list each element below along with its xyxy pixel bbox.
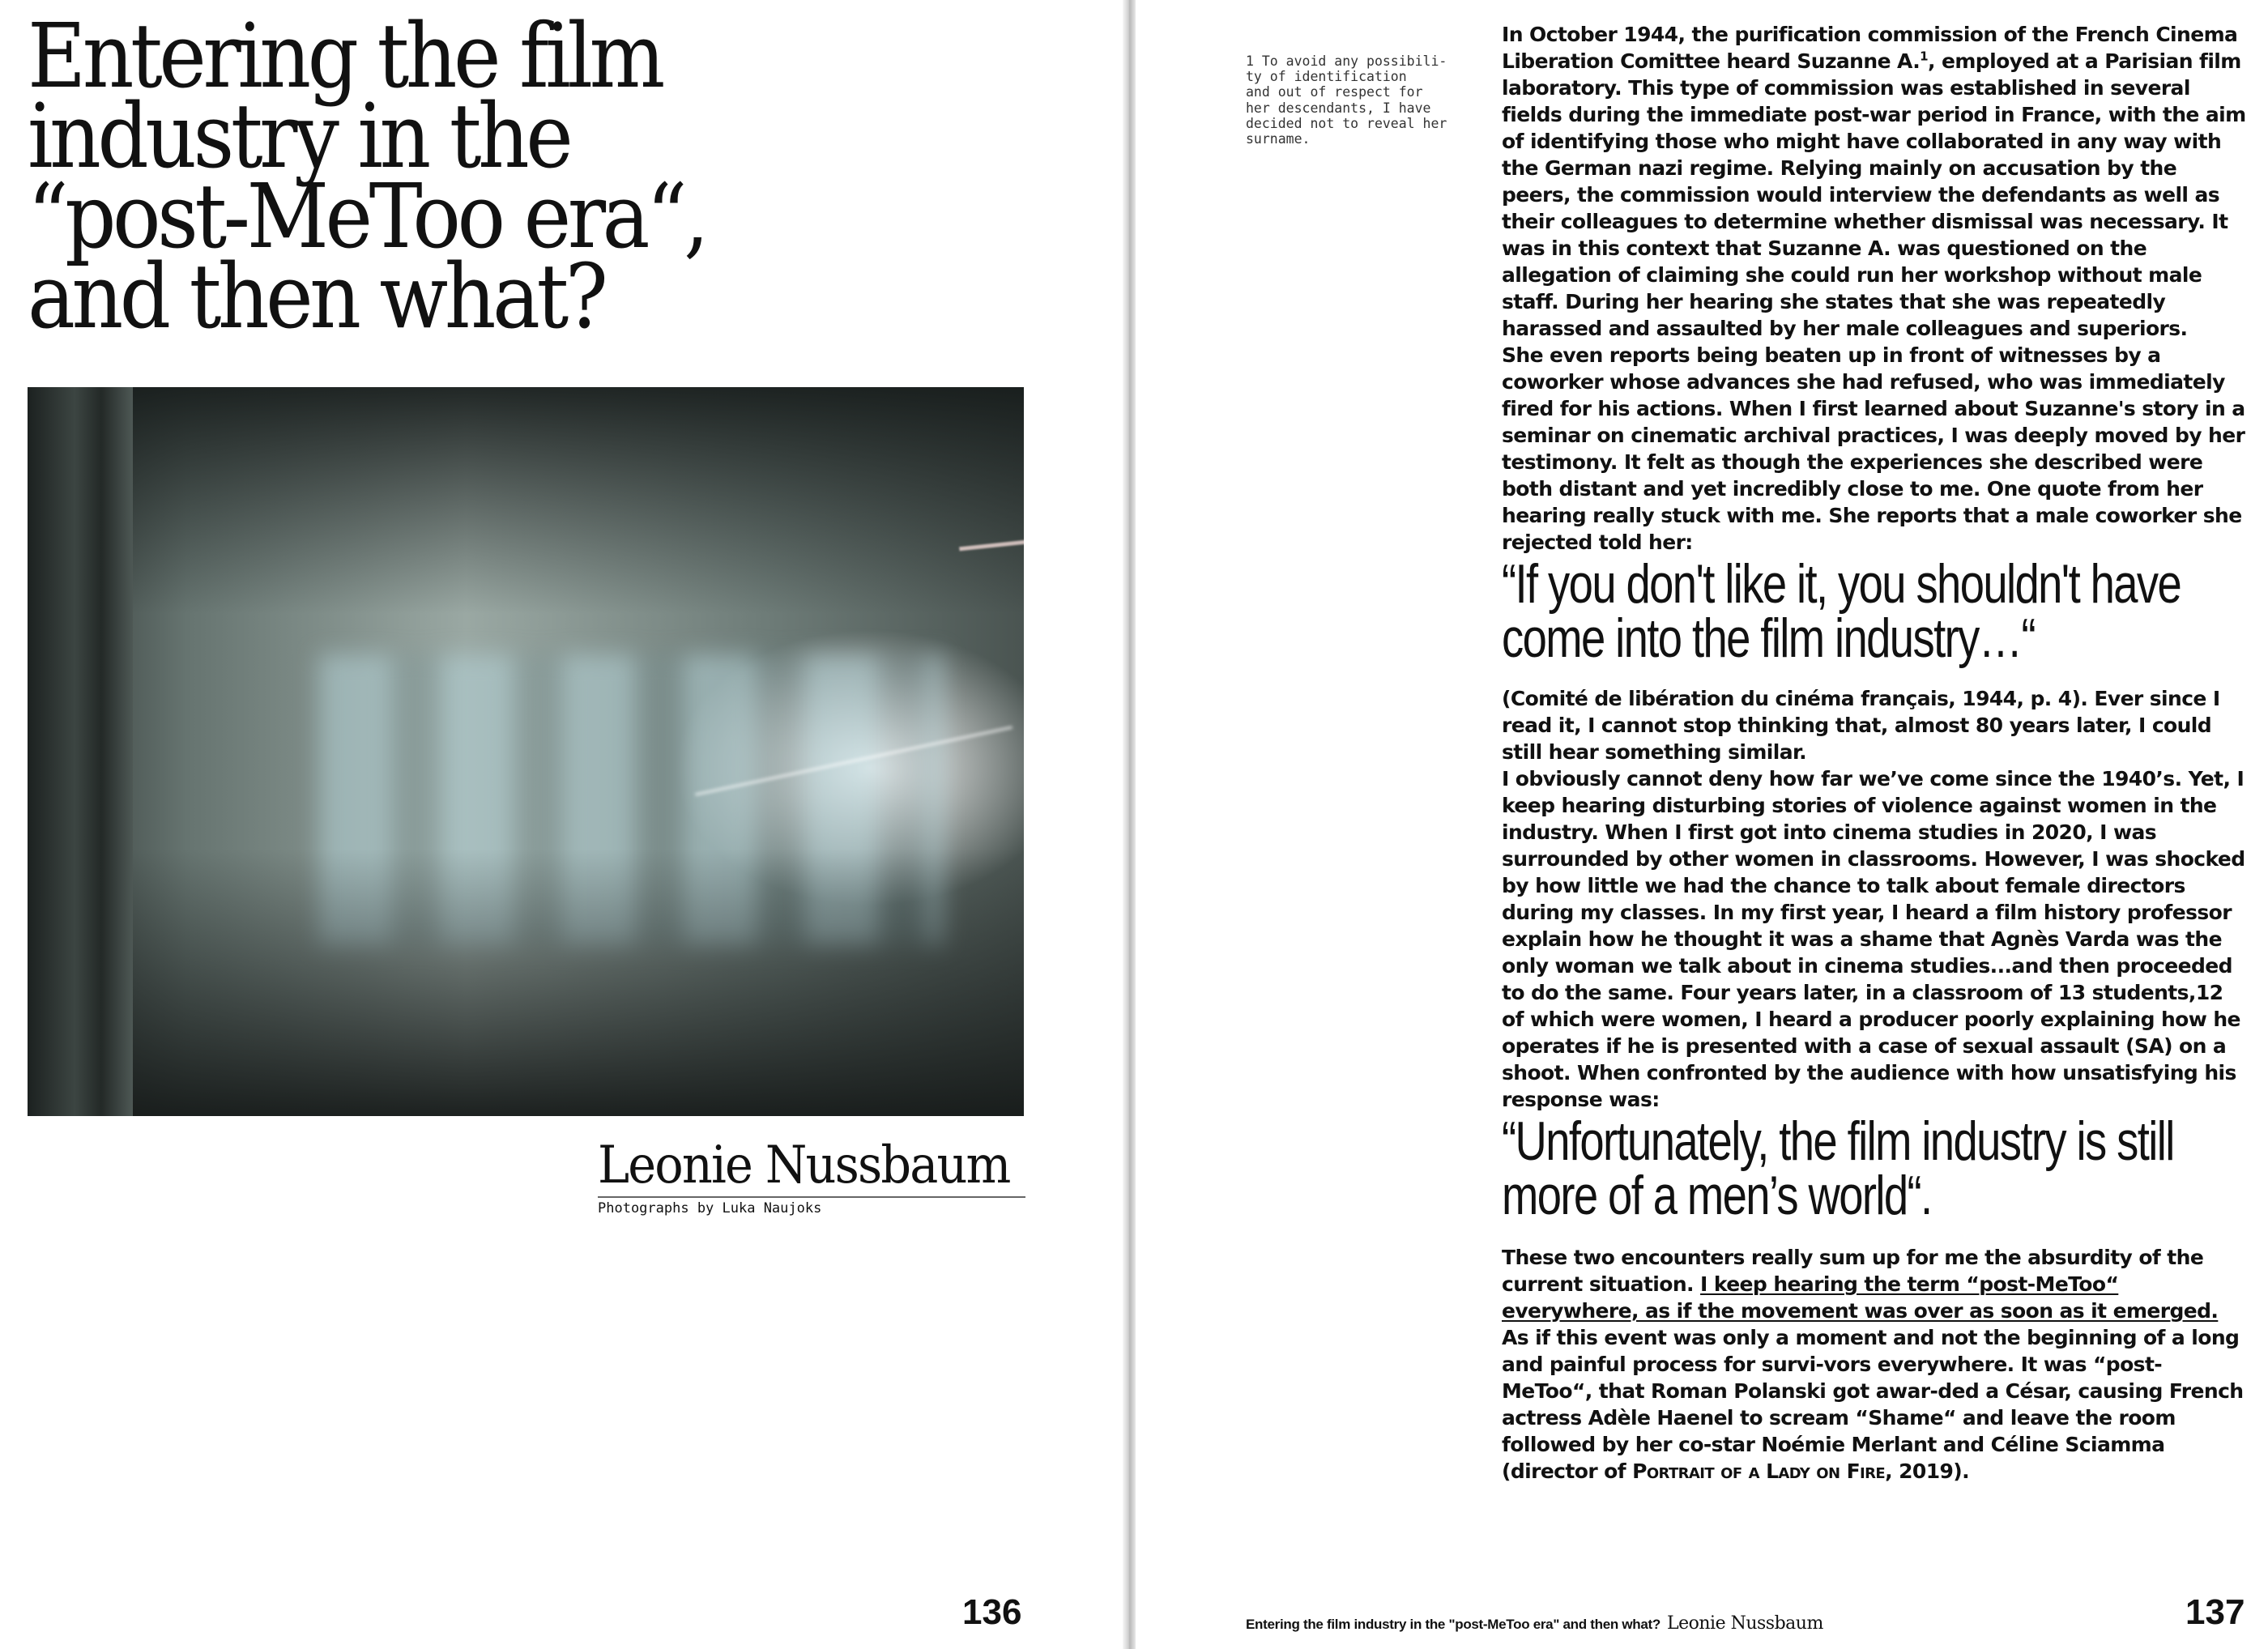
body-text-closing (1502, 1244, 2250, 1485)
page-number-left: 136 (962, 1592, 1022, 1632)
paragraph (1502, 21, 2250, 342)
page-number-right: 137 (2185, 1592, 2245, 1632)
footnote-marker: 1 (1920, 49, 1928, 64)
headline-line: and then what? (28, 245, 605, 348)
pull-quote-2 (1502, 1110, 2174, 1226)
film-title: Portrait of a Lady on Fire (1632, 1459, 1886, 1483)
body-text-middle (1502, 685, 2250, 1113)
pull-quote-1 (1502, 553, 2181, 669)
article-photo (28, 387, 1024, 1116)
article-headline (28, 4, 757, 348)
paragraph: (Comité de libération du cinéma français, 1944, p. 4). Ever since I read it, I cannot stop thinking that, almost 80 years later, I could still hear something similar. (1502, 687, 2220, 764)
left-page (0, 0, 1123, 1649)
photo-shadow-top (133, 387, 1024, 614)
running-footer (1246, 1613, 1823, 1634)
photo-credit: Photographs by Luka Naujoks (598, 1200, 822, 1217)
paragraph-text: , 2019). (1885, 1459, 1970, 1483)
headline-line: “post-MeToo era“, (28, 164, 706, 268)
footer-title: Entering the film industry in the "post-MeToo era" and then what? (1246, 1617, 1660, 1632)
book-gutter (1123, 0, 1136, 1649)
quote-line: “If you don't like it, you shouldn't have (1502, 553, 2181, 615)
paragraph-text: , employed at a Parisian film laboratory. This type of commission was established in several fields during the immediate post-war period in France, with the aim of identifying those who might have collaborated in any way with the German nazi regime. Relying mainly on accusation by the peers, the commission would interview the defendants as well as their colleagues to determine whether dismissal was necessary. It was in this context that Suzanne A. was questioned on the allegation of claiming she could run her workshop without male staff. During her hearing she states that she was repeatedly harassed and assaulted by her male colleagues and superiors. (1502, 49, 2246, 340)
paragraph-text: In October 1944, the purification commission of the French Cinema Liberation Comittee heard Suzanne A. (1502, 23, 2238, 73)
photo-shadow-bottom (133, 849, 1024, 1116)
paragraph-text: As if this event was only a moment and not the beginning of a long and painful process for survi-vors everywhere. It was “post-MeToo“, that Roman Polanski got awar-ded a César, causing French actress Adèle Haenel to scream “Shame“ and leave the room followed by her co-star Noémie Merlant and Céline Sciamma (director of (1502, 1326, 2244, 1483)
footnote: 1 To avoid any possibili- ty of identification and out of respect for her descendants, I have decided not to reveal her surname. (1246, 53, 1447, 147)
headline-line: Entering the film (28, 4, 662, 108)
photo-frame-edge (28, 387, 133, 1116)
underlined-sentence: I keep hearing the term “post-MeToo“ everywhere, as if the movement was over as soon as it emerged. (1502, 1272, 2219, 1323)
body-text-opening (1502, 21, 2250, 556)
paragraph: She even reports being beaten up in front of witnesses by a coworker whose advances she had refused, who was immediately fired for his actions. When I first learned about Suzanne's story in a seminar on cinematic archival practices, I was deeply moved by her testimony. It felt as though the experiences she described were both distant and yet incredibly close to me. One quote from her hearing really stuck with me. She reports that a male coworker she rejected told her: (1502, 343, 2245, 554)
right-page (1136, 0, 2268, 1649)
paragraph: I obviously cannot deny how far we’ve come since the 1940’s. Yet, I keep hearing disturbing stories of violence against women in the industry. When I first got into cinema studies in 2020, I was surrounded by other women in classrooms. However, I was shocked by how little we had the chance to talk about female directors during my classes. In my first year, I heard a film history professor explain how he thought it was a shame that Agnès Varda was the only woman we talk about in cinema studies...and then proceeded to do the same. Four years later, in a classroom of 13 students,12 of which were women, I heard a producer poorly explaining how he operates if he is presented with a case of sexual assault (SA) on a shoot. When confronted by the audience with how unsatisfying his response was: (1502, 767, 2245, 1111)
quote-line: come into the film industry…“ (1502, 607, 2036, 669)
headline-line: industry in the (28, 84, 570, 188)
quote-line: more of a men’s world“. (1502, 1165, 1932, 1226)
quote-line: “Unfortunately, the film industry is still (1502, 1110, 2174, 1172)
author-name: Leonie Nussbaum (598, 1136, 1010, 1195)
footer-author: Leonie Nussbaum (1666, 1613, 1823, 1634)
paragraph-text: These two encounters really sum up for me the absurdity of the current situation. (1502, 1246, 2204, 1296)
paragraph (1502, 1244, 2250, 1485)
byline-divider (598, 1196, 1025, 1198)
